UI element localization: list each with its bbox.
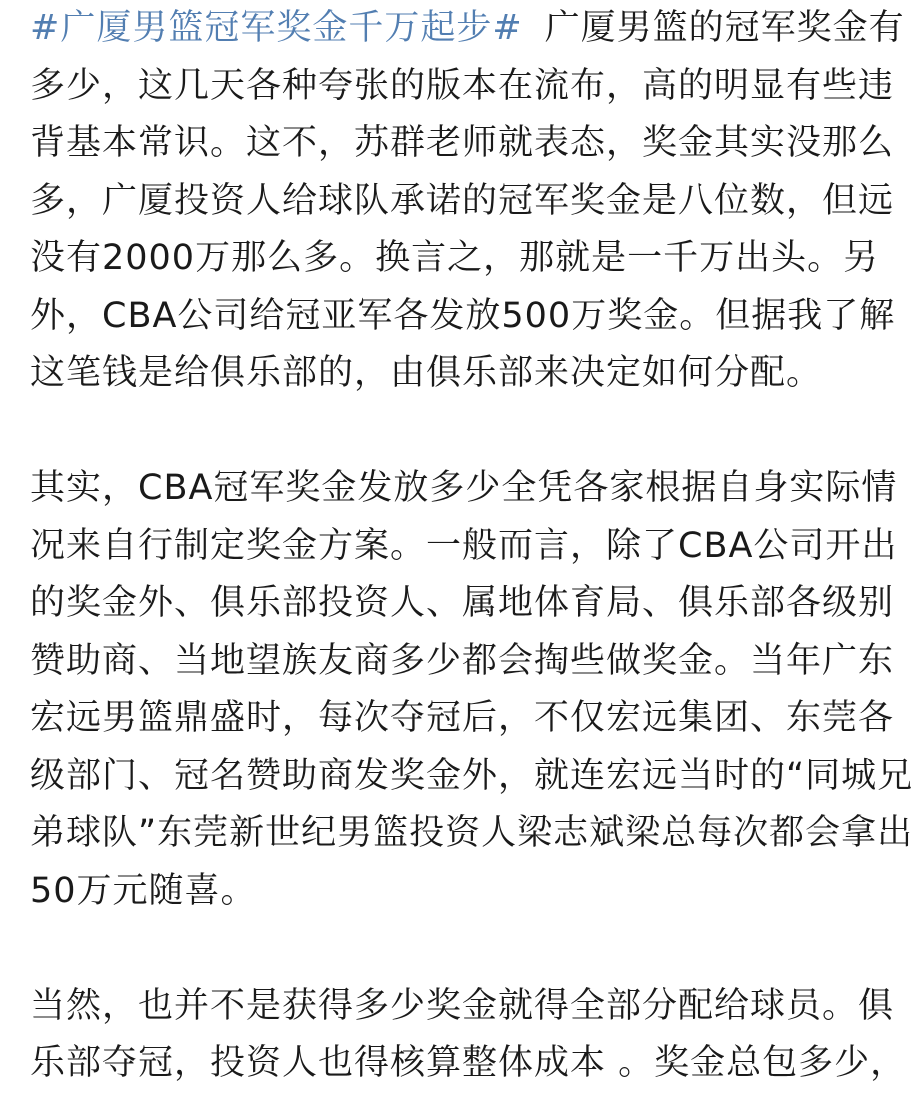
text-line: 多少，这几天各种夸张的版本在流布，高的明显有些违 [30,65,895,106]
paragraph-3 [30,978,907,1093]
paragraph-2 [30,460,914,920]
text-line: 宏远男篮鼎盛时，每次夺冠后，不仅宏远集团、东莞各 [30,698,895,738]
text-line: 没有2000万那么多。换言之，那就是一千万出头。另 [30,238,880,278]
text-line: 外，CBA公司给冠亚军各发放500万奖金。但据我了解 [30,295,896,336]
text-line: 赞助商、当地望族友商多少都会掏些做奖金。当年广东 [30,640,895,681]
text-line: 当然，也并不是获得多少奖金就得全部分配给球员。俱 [30,985,895,1026]
text-line: 50万元随喜。 [30,870,257,911]
text-line: 背基本常识。这不，苏群老师就表态，奖金其实没那么 [30,123,895,163]
text-line: 弟球队”东莞新世纪男篮投资人梁志斌梁总每次都会拿出 [30,813,914,853]
text-line: 其实，CBA冠军奖金发放多少全凭各家根据自身实际情 [30,468,898,508]
text-line: 的奖金外、俱乐部投资人、属地体育局、俱乐部各级别 [30,583,895,623]
text-line: 乐部夺冠，投资人也得核算整体成本 。奖金总包多少， [30,1043,907,1083]
text-line [30,0,905,58]
text-line: 这笔钱是给俱乐部的，由俱乐部来决定如何分配。 [30,353,823,393]
post-content [30,0,914,1093]
text-line: 级部门、冠名赞助商发奖金外，就连宏远当时的“同城兄 [30,755,914,796]
text-line: 多，广厦投资人给球队承诺的冠军奖金是八位数，但远 [30,180,895,221]
hashtag-link[interactable]: #广厦男篮冠军奖金千万起步# [30,8,523,48]
paragraph-gap [30,403,902,461]
paragraph-1 [30,0,905,403]
paragraph-gap [30,920,902,978]
text-span: 广厦男篮的冠军奖金有 [544,8,905,48]
text-line: 况来自行制定奖金方案。一般而言，除了CBA公司开出 [30,525,898,566]
